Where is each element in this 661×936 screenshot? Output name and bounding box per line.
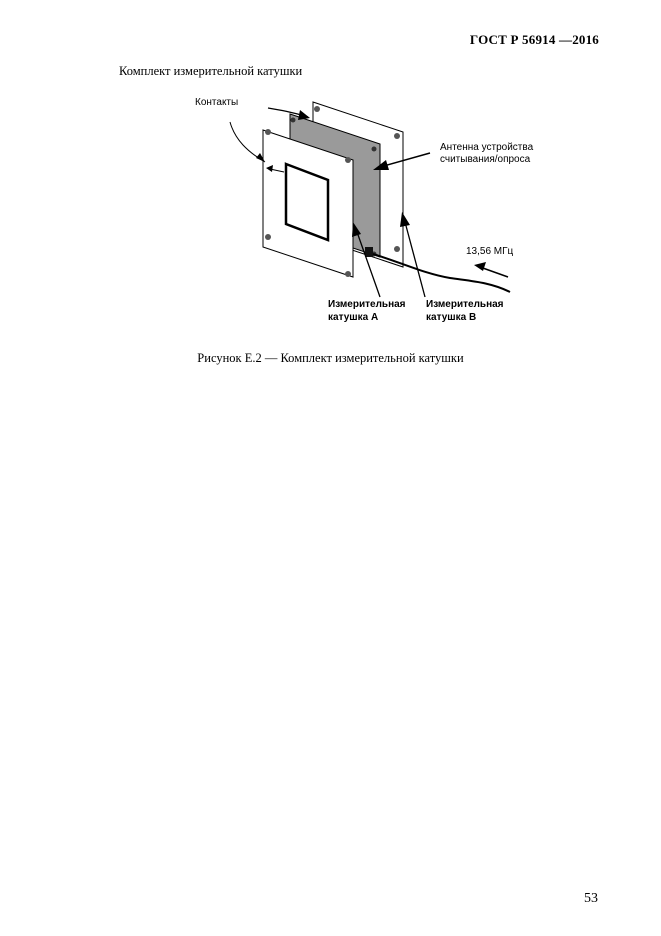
standard-code: ГОСТ Р 56914 —2016 [469,32,599,47]
antenna-label: Антенна устройства считывания/опроса [440,142,534,165]
coil-b-arrow [405,222,425,297]
coil-a-label: Измерительная катушка A [328,299,406,323]
coil-b-screw [314,106,320,112]
frequency-arrow-head [474,262,486,271]
coil-set-drawing [180,92,540,322]
coil-b-label-clip [426,298,508,323]
frequency-label: 13,56 МГц [466,246,514,257]
antenna-screw [372,147,377,152]
coil-set-figure [180,92,540,322]
coil-a-label-clip [328,298,410,323]
figure-heading: Комплект измерительной катушки [119,64,303,78]
frequency-arrow [480,267,508,277]
cable-connector [365,247,373,257]
coil-b-screw [394,133,400,139]
antenna-screw [291,118,296,123]
coil-a-screw [265,234,271,240]
contacts-arrow-back-head [298,110,310,120]
coil-b-screw [394,246,400,252]
coil-a-screw [345,157,351,163]
coil-a-screw [265,129,271,135]
page-number: 53 [584,891,598,906]
coil-a-screw [345,271,351,277]
contacts-label: Контакты [195,97,239,108]
figure-caption: Рисунок Е.2 — Комплект измерительной катушки [197,351,464,365]
coil-b-label: Измерительная катушка B [426,299,504,323]
